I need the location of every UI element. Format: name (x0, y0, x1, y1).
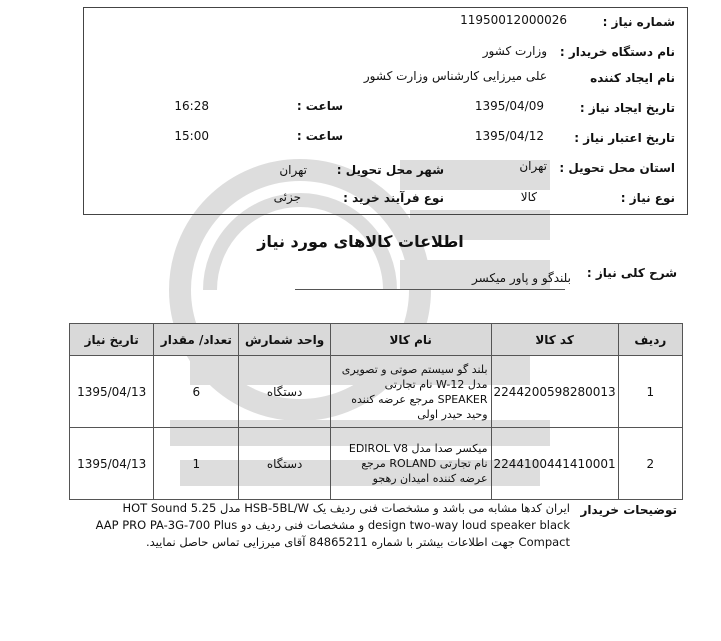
header-item-name: نام کالا (330, 324, 491, 356)
description-divider (295, 289, 565, 290)
need-type-value: کالا (520, 190, 537, 204)
process-type-value: جزئی (273, 190, 301, 204)
header-quantity: تعداد/ مقدار (154, 324, 239, 356)
created-date-label: تاریخ ایجاد نیاز : (579, 101, 675, 115)
need-number-label: شماره نیاز : (602, 15, 675, 29)
table-row (70, 356, 683, 428)
buyer-notes-label: توضیحات خریدار (580, 503, 677, 517)
province-label: استان محل تحویل : (559, 161, 675, 175)
general-description-label: شرح کلی نیاز : (586, 266, 677, 280)
header-unit: واحد شمارش (239, 324, 331, 356)
row-number: 1 (618, 356, 682, 428)
table-row (70, 428, 683, 500)
general-description-value: بلندگو و پاور میکسر (472, 271, 571, 285)
item-quantity: 1 (154, 428, 239, 500)
validity-time-value: 15:00 (174, 129, 209, 143)
item-code: 2244100441410001 (491, 428, 618, 500)
items-table (69, 323, 683, 500)
buyer-notes-text: ایران کدها مشابه می باشد و مشخصات فنی ردیف یک HSB-5BL/W مدل HOT Sound 5.25 design two-way loud speaker black و مشخصات فنی ردیف دو AAP PRO PA-3G-700 Plus Compact جهت اطلاعات بیشتر با شماره 84865211 آقای میرزایی تماس حاصل نمایید. (95, 501, 570, 549)
row-number: 2 (618, 428, 682, 500)
table-header-row (70, 324, 683, 356)
creator-value: علی میرزایی کارشناس وزارت کشور (363, 69, 547, 83)
item-need-date: 1395/04/13 (70, 428, 154, 500)
item-code: 2244200598280013 (491, 356, 618, 428)
header-item-code: کد کالا (491, 324, 618, 356)
header-row-number: ردیف (618, 324, 682, 356)
need-type-label: نوع نیاز : (620, 191, 675, 205)
item-quantity: 6 (154, 356, 239, 428)
buyer-org-value: وزارت کشور (482, 44, 547, 58)
validity-date-label: تاریخ اعتبار نیاز : (574, 131, 675, 145)
header-need-date: تاریخ نیاز (70, 324, 154, 356)
created-time-label: ساعت : (296, 99, 343, 113)
item-unit: دستگاه (239, 356, 331, 428)
city-label: شهر محل تحویل : (336, 163, 444, 177)
process-type-label: نوع فرآیند خرید : (343, 191, 444, 205)
validity-time-label: ساعت : (296, 129, 343, 143)
item-need-date: 1395/04/13 (70, 356, 154, 428)
province-value: تهران (519, 159, 547, 173)
item-name: بلند گو سیستم صوتی و تصویری مدل W-12 نام تجارتی SPEAKER مرجع عرضه کننده وحید حیدر اولی (330, 356, 491, 428)
creator-label: نام ایجاد کننده (590, 71, 675, 85)
item-unit: دستگاه (239, 428, 331, 500)
created-time-value: 16:28 (174, 99, 209, 113)
need-header-box (83, 7, 688, 215)
validity-date-value: 1395/04/12 (474, 129, 544, 143)
need-number-value: 11950012000026 (460, 13, 567, 27)
section-title: اطلاعات کالاهای مورد نیاز (257, 232, 464, 251)
buyer-org-label: نام دستگاه خریدار : (559, 45, 675, 59)
created-date-value: 1395/04/09 (474, 99, 544, 113)
item-name: میکسر صدا مدل EDIROL V8 نام تجارتی ROLAND مرجع عرضه کننده امیدان رهجو (330, 428, 491, 500)
city-value: تهران (279, 163, 307, 177)
